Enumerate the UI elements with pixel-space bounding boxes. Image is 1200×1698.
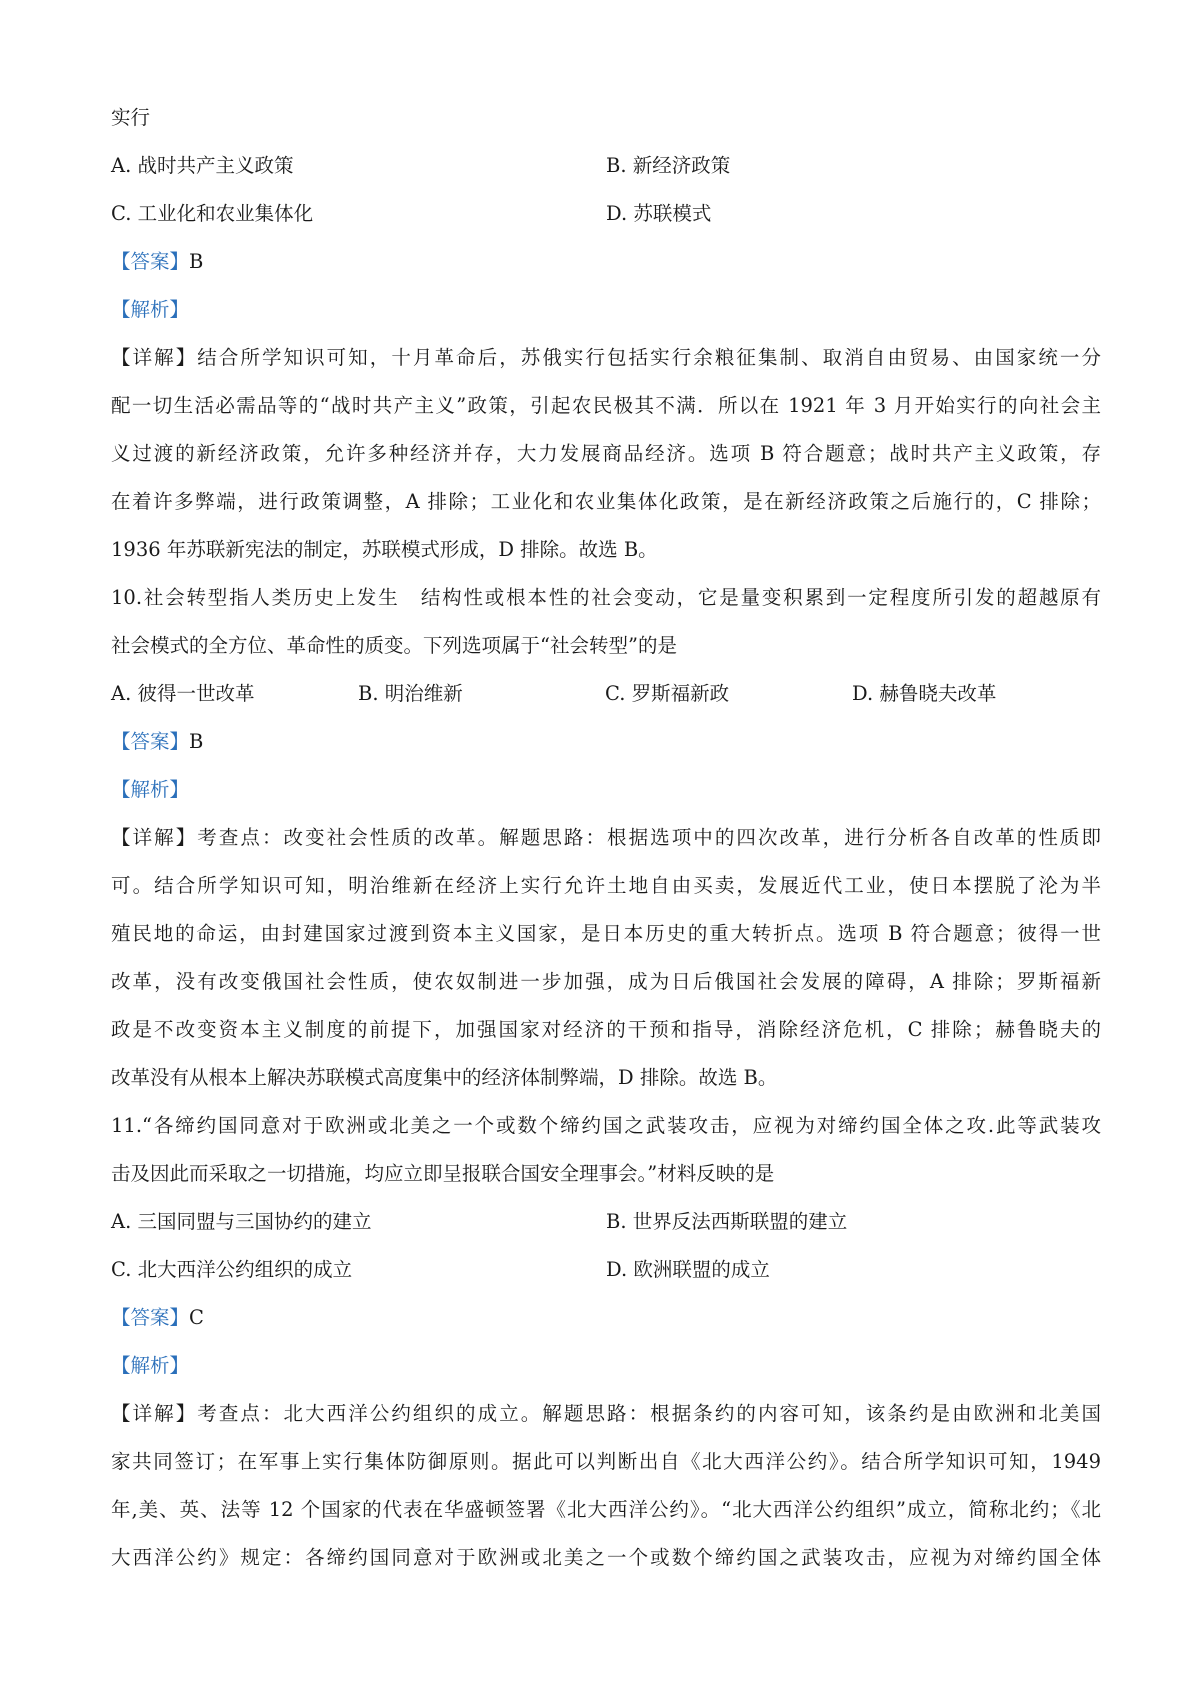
q10-option-a: A. 彼得一世改革 [111, 682, 255, 705]
q11-stem-line-1: 11.“各缔约国同意对于欧洲或北美之一个或数个缔约国之武装攻击，应视为对缔约国全体之攻.此等武装攻 [111, 1114, 1101, 1137]
q10-options-row [111, 674, 1101, 722]
q9-options-row-2 [111, 194, 1101, 242]
q10-answer-label: 【答案】 [111, 730, 190, 753]
q11-answer-label: 【答案】 [111, 1306, 190, 1329]
q10-stem-line-2: 社会模式的全方位、革命性的质变。下列选项属于“社会转型”的是 [111, 634, 677, 657]
q9-option-a: A. 战时共产主义政策 [111, 154, 294, 177]
q10-detail-text-1: 考查点：改变社会性质的改革。解题思路：根据选项中的四次改革，进行分析各自改革的性质即 [197, 826, 1101, 849]
q11-detail-line-1 [111, 1394, 1101, 1442]
q10-detail-line-1 [111, 818, 1101, 866]
q11-stem-line-2: 击及因此而采取之一切措施，均应立即呈报联合国安全理事会。”材料反映的是 [111, 1162, 775, 1185]
q10-option-c: C. 罗斯福新政 [605, 682, 730, 705]
q11-detail-line-4: 大西洋公约》规定：各缔约国同意对于欧洲或北美之一个或数个缔约国之武装攻击，应视为对缔约国全体 [111, 1546, 1101, 1569]
q10-answer-value: B [189, 730, 204, 753]
q11-option-b: B. 世界反法西斯联盟的建立 [606, 1210, 848, 1233]
q11-analysis-label: 【解析】 [111, 1354, 190, 1377]
q9-answer-label: 【答案】 [111, 250, 190, 273]
q10-option-b: B. 明治维新 [358, 682, 463, 705]
q10-option-d: D. 赫鲁晓夫改革 [852, 682, 997, 705]
q10-answer [111, 722, 1101, 770]
q11-analysis [111, 1346, 1101, 1394]
q9-detail-text-1: 结合所学知识可知，十月革命后，苏俄实行包括实行余粮征集制、取消自由贸易、由国家统一分 [197, 346, 1101, 369]
q11-option-c: C. 北大西洋公约组织的成立 [111, 1258, 353, 1281]
q9-detail-line-4: 在着许多弊端，进行政策调整，A 排除；工业化和农业集体化政策，是在新经济政策之后施行的，C 排除； [111, 490, 1101, 513]
q10-analysis-label: 【解析】 [111, 778, 190, 801]
q9-option-b: B. 新经济政策 [606, 154, 731, 177]
q10-stem-line-1: 10.社会转型指人类历史上发生 结构性或根本性的社会变动，它是量变积累到一定程度所引发的超越原有 [111, 586, 1101, 609]
q11-detail-line-2: 家共同签订；在军事上实行集体防御原则。据此可以判断出自《北大西洋公约》。结合所学知识可知，1949 [111, 1450, 1101, 1473]
q9-options-row-1 [111, 146, 1101, 194]
q9-detail-line-2: 配一切生活必需品等的“战时共产主义”政策，引起农民极其不满．所以在 1921 年 3 月开始实行的向社会主 [111, 394, 1101, 417]
q11-detail-text-1: 考查点：北大西洋公约组织的成立。解题思路：根据条约的内容可知，该条约是由欧洲和北美国 [197, 1402, 1101, 1425]
q9-option-d: D. 苏联模式 [606, 202, 712, 225]
q9-answer [111, 242, 1101, 290]
q9-answer-value: B [189, 250, 204, 273]
q11-options-row-2 [111, 1250, 1101, 1298]
q9-detail-line-3: 义过渡的新经济政策，允许多种经济并存，大力发展商品经济。选项 B 符合题意；战时共产主义政策，存 [111, 442, 1101, 465]
q10-detail-line-3: 殖民地的命运，由封建国家过渡到资本主义国家，是日本历史的重大转折点。选项 B 符合题意；彼得一世 [111, 922, 1101, 945]
q9-analysis [111, 290, 1101, 338]
q9-detail-line-1 [111, 338, 1101, 386]
q11-option-a: A. 三国同盟与三国协约的建立 [111, 1210, 372, 1233]
q10-detail-line-2: 可。结合所学知识可知，明治维新在经济上实行允许土地自由买卖，发展近代工业，使日本摆脱了沦为半 [111, 874, 1101, 897]
q9-stem-tail: 实行 [111, 106, 151, 129]
q10-detail-label: 【详解】 [111, 826, 198, 849]
q11-options-row-1 [111, 1202, 1101, 1250]
q10-detail-line-4: 改革，没有改变俄国社会性质，使农奴制进一步加强，成为日后俄国社会发展的障碍，A 排除；罗斯福新 [111, 970, 1101, 993]
q11-answer-value: C [189, 1306, 204, 1329]
q10-analysis [111, 770, 1101, 818]
q9-detail-label: 【详解】 [111, 346, 198, 369]
q11-detail-line-3: 年,美、英、法等 12 个国家的代表在华盛顿签署《北大西洋公约》。“北大西洋公约组织”成立，简称北约；《北 [111, 1498, 1101, 1521]
q11-detail-label: 【详解】 [111, 1402, 198, 1425]
q10-detail-line-6: 改革没有从根本上解决苏联模式高度集中的经济体制弊端，D 排除。故选 B。 [111, 1066, 778, 1089]
q11-answer [111, 1298, 1101, 1346]
q11-option-d: D. 欧洲联盟的成立 [606, 1258, 770, 1281]
page-content [111, 98, 1101, 1586]
q10-detail-line-5: 政是不改变资本主义制度的前提下，加强国家对经济的干预和指导，消除经济危机，C 排除；赫鲁晓夫的 [111, 1018, 1101, 1041]
q9-detail-line-5: 1936 年苏联新宪法的制定，苏联模式形成，D 排除。故选 B。 [111, 538, 658, 561]
q9-option-c: C. 工业化和农业集体化 [111, 202, 314, 225]
q9-analysis-label: 【解析】 [111, 298, 190, 321]
